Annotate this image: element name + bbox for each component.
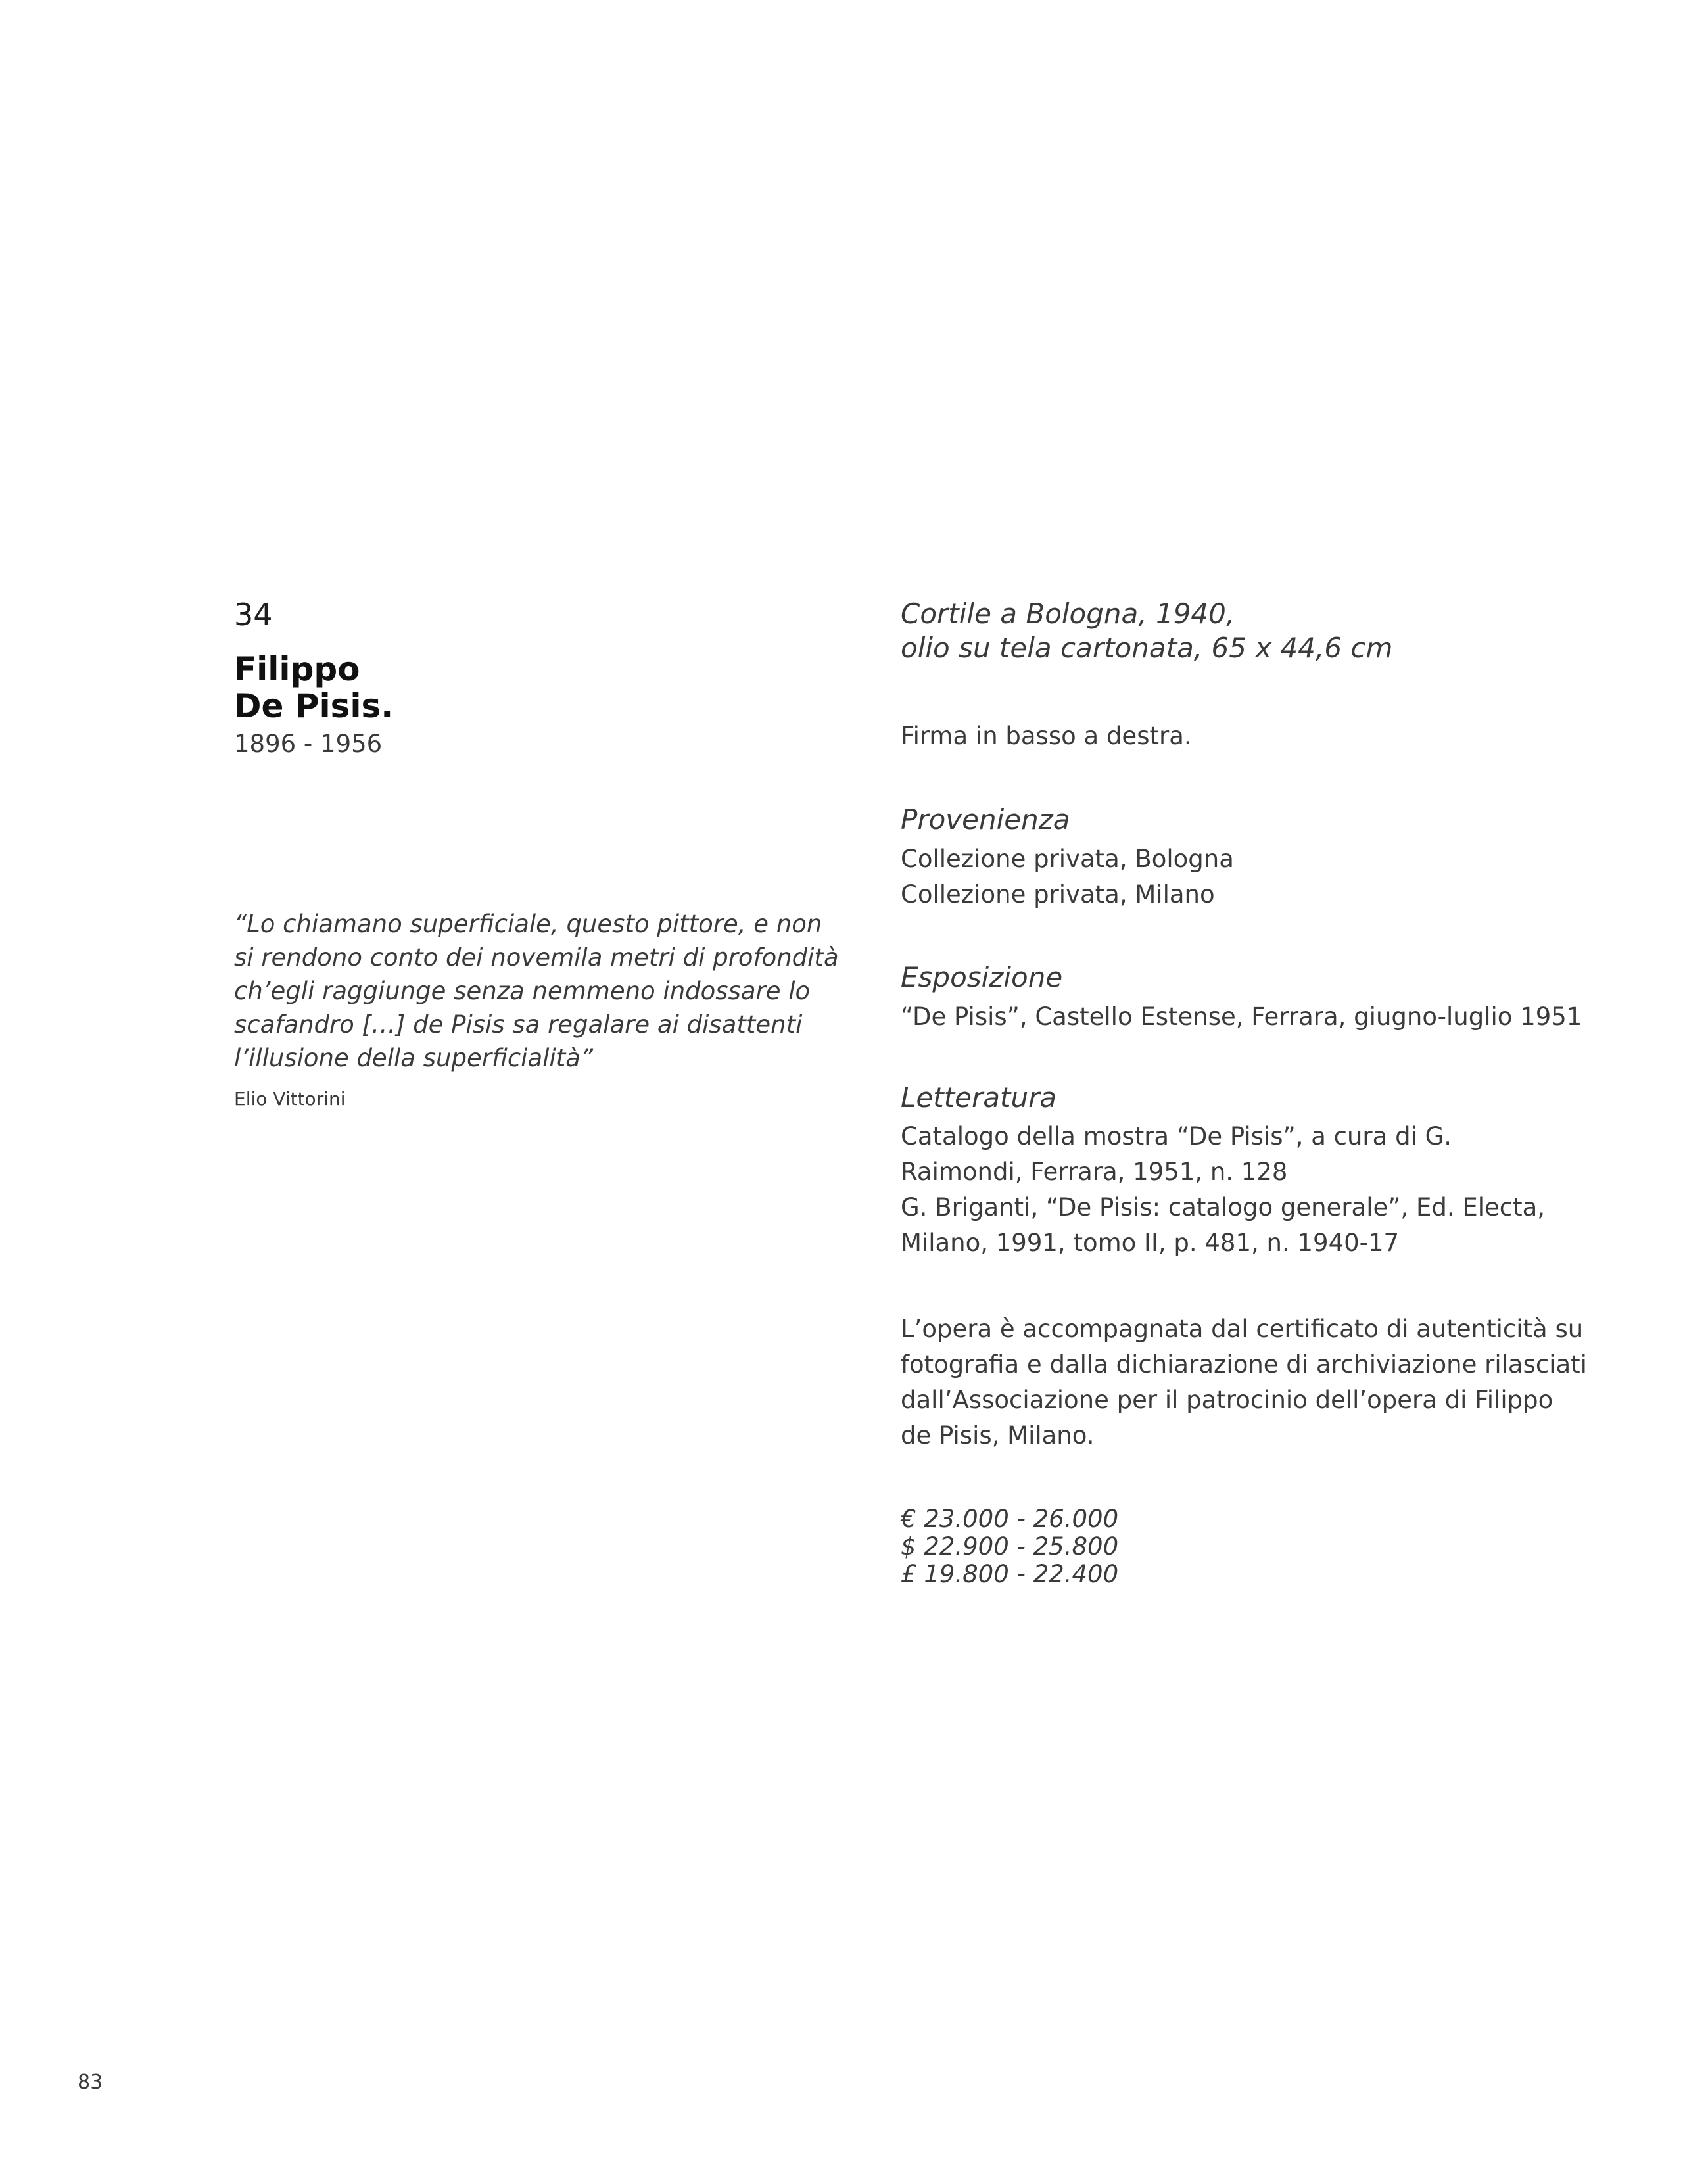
- letteratura-item: G. Briganti, “De Pisis: catalogo generale”, Ed. Electa,: [901, 1193, 1546, 1221]
- quote-author: Elio Vittorini: [234, 1088, 346, 1110]
- estimate-gbp: £ 19.800 - 22.400: [901, 1560, 1119, 1588]
- quote-line: si rendono conto dei novemila metri di profondità: [234, 943, 839, 972]
- artist-name: [234, 651, 393, 724]
- letteratura-heading: Letteratura: [901, 1081, 1057, 1114]
- letteratura-item: Raimondi, Ferrara, 1951, n. 128: [901, 1158, 1288, 1186]
- artist-first-name: Filippo: [234, 650, 360, 688]
- letteratura-item: Milano, 1991, tomo II, p. 481, n. 1940-17: [901, 1229, 1400, 1257]
- price-estimates: [901, 1505, 1519, 1588]
- artist-last-name: De Pisis.: [234, 687, 394, 725]
- provenienza-heading: Provenienza: [901, 803, 1070, 836]
- letteratura-list: [901, 1119, 1546, 1261]
- quote-line: scafandro […] de Pisis sa regalare ai disattenti: [234, 1010, 803, 1039]
- work-title-line: Cortile a Bologna, 1940,: [901, 598, 1235, 630]
- provenienza-item: Collezione privata, Bologna: [901, 845, 1234, 873]
- certificate-line: fotografia e dalla dichiarazione di archiviazione rilasciati: [901, 1350, 1587, 1379]
- certificate-line: de Pisis, Milano.: [901, 1421, 1095, 1450]
- esposizione-list: [901, 999, 1582, 1035]
- certificate-line: L’opera è accompagnata dal certificato di autenticità su: [901, 1315, 1584, 1343]
- work-medium-line: olio su tela cartonata, 65 x 44,6 cm: [901, 632, 1393, 664]
- quote-line: “Lo chiamano superficiale, questo pittore, e non: [234, 910, 822, 938]
- certificate-note: [901, 1311, 1587, 1453]
- esposizione-item: “De Pisis”, Castello Estense, Ferrara, giugno-luglio 1951: [901, 1003, 1582, 1031]
- quote: [234, 907, 839, 1075]
- certificate-line: dall’Associazione per il patrocinio dell’opera di Filippo: [901, 1386, 1554, 1414]
- esposizione-heading: Esposizione: [901, 961, 1063, 993]
- estimate-eur: € 23.000 - 26.000: [901, 1505, 1119, 1533]
- page-number: 83: [78, 2071, 103, 2094]
- provenienza-item: Collezione privata, Milano: [901, 880, 1215, 909]
- estimate-usd: $ 22.900 - 25.800: [901, 1532, 1119, 1561]
- provenienza-list: [901, 841, 1519, 912]
- lot-number: 34: [234, 597, 273, 632]
- signature-note: Firma in basso a destra.: [901, 722, 1192, 750]
- quote-line: l’illusione della superficialità”: [234, 1044, 594, 1072]
- letteratura-item: Catalogo della mostra “De Pisis”, a cura di G.: [901, 1122, 1452, 1150]
- quote-line: ch’egli raggiunge senza nemmeno indossare lo: [234, 977, 811, 1005]
- artist-dates: 1896 - 1956: [234, 730, 383, 758]
- work-title: [901, 597, 1519, 665]
